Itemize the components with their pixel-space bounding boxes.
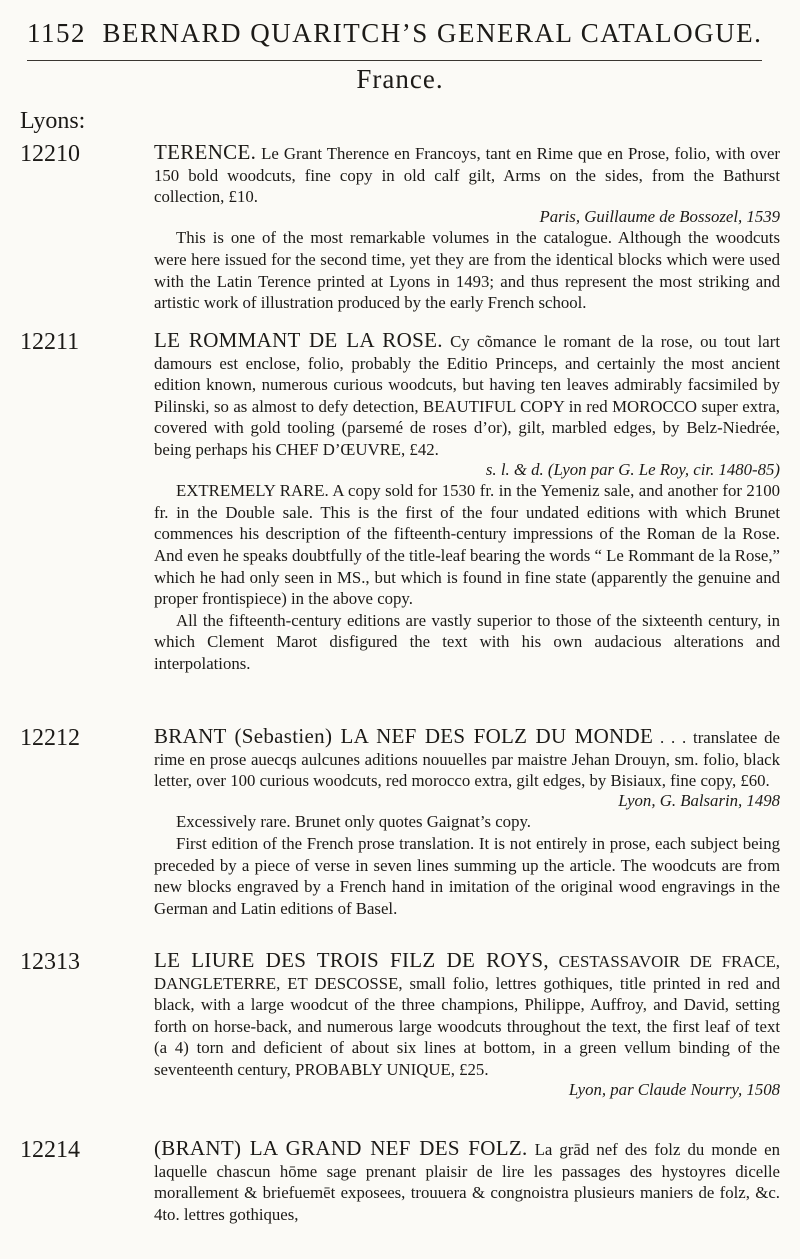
entry-heading: (BRANT) LA GRAND NEF DES FOLZ. xyxy=(154,1136,528,1160)
entry-description: CESTASSAVOIR DE FRACE, DANGLETERRE, ET DESCOSSE, small folio, lettres gothiques, title printed in red and black, with a large woodcut of the three champions, Philippe, Auffroy, and David, setting forth on horse-back, and numerous large woodcuts throughout the text, the first leaf of text (a 4) torn and deficient of about six lines at bottom, in a green vellum binding of the seventeenth century, PROBABLY UNIQUE, £25. xyxy=(154,952,780,1079)
running-head xyxy=(27,18,762,49)
catalogue-title: BERNARD QUARITCH’S GENERAL CATALOGUE. xyxy=(102,18,763,48)
entry-note: EXTREMELY RARE. A copy sold for 1530 fr. in the Yemeniz sale, and another for 2100 fr. in the Double sale. This is the first of the four undated editions with which Brunet commences his description of the fifteenth-century impressions of the Roman de la Rose. And even he speaks doubtfully of the title-leaf bearing the words “ Le Rommant de la Rose,” which he had only seen in MS., but which is found in fine state (apparently the genuine and proper frontispiece) in the above copy. xyxy=(154,481,780,609)
entry-heading: LE ROMMANT DE LA ROSE. xyxy=(154,328,443,352)
entry-description: Le Grant Therence en Francoys, tant en Rime que en Prose, folio, with over 150 bold woodcuts, fine copy in old calf gilt, Arms on the sides, from the Bathurst collection, £10. xyxy=(154,144,780,207)
entry-description: La grād nef des folz du monde en laquelle chascun hōme sage prenant plaisir de lire les passages des hystoyres dicelle morallement & briefuemēt exposees, trouuera & congnoistra plusieurs maniers de folz, &c. 4to. lettres gothiques, xyxy=(154,1140,780,1224)
entry-note: First edition of the French prose translation. It is not entirely in prose, each subject being preceded by a piece of verse in seven lines summing up the article. The woodcuts are from new blocks engraved by a French hand in imitation of the original wood engravings in the German and Latin editions of Basel. xyxy=(154,833,780,918)
lot-number: 12313 xyxy=(20,949,80,975)
lot-number: 12212 xyxy=(20,725,80,751)
place-heading: Lyons: xyxy=(20,108,86,134)
entry-imprint: s. l. & d. (Lyon par G. Le Roy, cir. 1480-85) xyxy=(485,459,780,479)
entry-heading: TERENCE. xyxy=(154,140,257,164)
entry-heading: BRANT (Sebastien) LA NEF DES FOLZ DU MONDE xyxy=(154,724,654,748)
section-title: France. xyxy=(356,64,444,94)
catalogue-entry xyxy=(20,1138,780,1225)
entry-imprint: Paris, Guillaume de Bossozel, 1539 xyxy=(539,206,780,226)
page-number: 1152 xyxy=(27,18,86,48)
lot-number: 12210 xyxy=(20,141,80,167)
entry-note: Excessively rare. Brunet only quotes Gaignat’s copy. xyxy=(176,812,531,832)
entry-note: This is one of the most remarkable volumes in the catalogue. Although the woodcuts were here issued for the second time, yet they are from the identical blocks which were used with the Latin Terence printed at Lyons in 1493; and thus represent the most striking and artistic work of illustration produced by the early French school. xyxy=(154,228,780,313)
catalogue-entry xyxy=(20,330,780,675)
entry-imprint: Lyon, G. Balsarin, 1498 xyxy=(618,790,780,810)
lot-number: 12211 xyxy=(20,329,80,355)
lot-number: 12214 xyxy=(20,1137,80,1163)
header-rule xyxy=(27,60,762,61)
entry-description: Cy cõmance le romant de la rose, ou tout lart damours est enclose, folio, probably the Editio Princeps, and certainly the most ancient edition known, numerous curious woodcuts, but having ten leaves admirably facsimiled by Pilinski, so as almost to defy detection, BEAUTIFUL COPY in red MOROCCO super extra, covered with gold tooling (parsemé de roses d’or), gilt, marbled edges, by Belz-Niedrée, being perhaps his CHEF D’ŒUVRE, £42. xyxy=(154,332,781,459)
entry-note: All the fifteenth-century editions are vastly superior to those of the sixteenth century, in which Clement Marot disfigured the text with his own audacious alterations and interpolations. xyxy=(154,610,780,673)
entry-imprint: Lyon, par Claude Nourry, 1508 xyxy=(568,1079,780,1099)
entry-heading: LE LIURE DES TROIS FILZ DE ROYS, xyxy=(154,948,549,972)
catalogue-entry xyxy=(20,726,780,919)
entry-description: . . . translatee de rime en prose auecqs aulcunes aditions nouuelles par maistre Jehan Drouyn, sm. folio, black letter, over 100 curious woodcuts, red morocco extra, gilt edges, by Bisiaux, fine copy, £60. xyxy=(154,728,780,791)
catalogue-entry xyxy=(20,950,780,1100)
catalogue-entry xyxy=(20,142,780,314)
